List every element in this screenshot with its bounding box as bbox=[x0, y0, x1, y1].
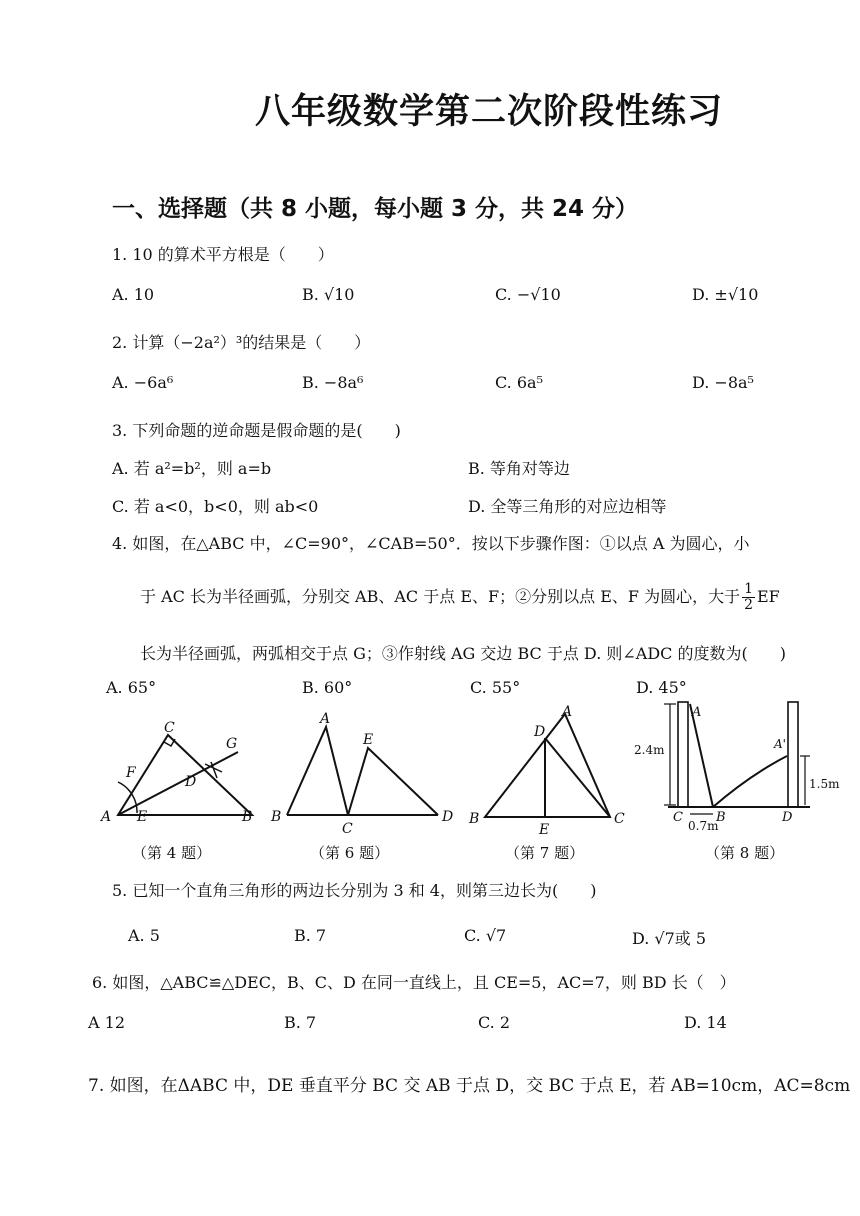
q4-line2 bbox=[140, 582, 780, 613]
q4-line1: 4. 如图，在△ABC 中，∠C=90°，∠CAB=50°．按以下步骤作图：①以点 A 为圆心，小 bbox=[112, 534, 750, 553]
fig7-label-d: D bbox=[534, 724, 546, 740]
fig6-triangle-dec bbox=[348, 748, 438, 815]
q4-line3: 长为半径画弧，两弧相交于点 G；③作射线 AG 交边 BC 于点 D. 则∠ADC 的度数为( ) bbox=[140, 644, 786, 663]
fig8-label-d: D bbox=[782, 810, 793, 825]
fig4-label-g: G bbox=[226, 736, 238, 752]
q3-option-c: C. 若 a<0，b<0，则 ab<0 bbox=[112, 497, 319, 516]
fig8-width: 0.7m bbox=[688, 819, 719, 833]
q3-stem: 3. 下列命题的逆命题是假命题的是( ) bbox=[112, 421, 401, 440]
q6-option-a: A 12 bbox=[88, 1013, 125, 1032]
fig8-height-left: 2.4m bbox=[634, 743, 665, 757]
q5-option-c: C. √7 bbox=[464, 926, 507, 945]
fig6-triangle-abc bbox=[287, 727, 348, 815]
fig7-label-e: E bbox=[539, 822, 550, 838]
q4-option-d: D. 45° bbox=[636, 678, 687, 697]
q2-option-d: D. −8a⁵ bbox=[692, 373, 754, 392]
q4-fraction-den: 2 bbox=[744, 597, 753, 613]
figures-row bbox=[0, 690, 860, 840]
caption-fig4: （第 4 题） bbox=[132, 844, 212, 862]
fig6-label-c: C bbox=[342, 821, 353, 837]
q3-option-b: B. 等角对等边 bbox=[468, 459, 570, 478]
q1-option-a: A. 10 bbox=[112, 285, 155, 304]
fig7-label-a: A bbox=[562, 704, 573, 720]
q1-option-c: C. −√10 bbox=[495, 285, 561, 304]
fig8-label-a-prime: A' bbox=[774, 737, 786, 751]
figure-6 bbox=[270, 711, 453, 837]
fig7-label-b: B bbox=[469, 811, 480, 827]
q4-option-a: A. 65° bbox=[106, 678, 157, 697]
q4-option-b: B. 60° bbox=[302, 678, 353, 697]
q1-stem: 1. 10 的算术平方根是（ ） bbox=[112, 245, 334, 264]
fig8-left-wall bbox=[678, 702, 688, 807]
fig8-height-right: 1.5m bbox=[809, 777, 840, 791]
fig8-label-b: B bbox=[716, 810, 726, 825]
q1-option-d: D. ±√10 bbox=[692, 285, 759, 304]
fig7-segment-dc bbox=[545, 738, 610, 817]
fig4-label-f: F bbox=[126, 765, 136, 781]
figure-8 bbox=[634, 702, 840, 833]
fig4-label-d: D bbox=[185, 774, 197, 790]
fig4-label-b: B bbox=[242, 809, 253, 825]
fig8-ladder-a2b bbox=[713, 756, 787, 807]
fig6-label-d: D bbox=[442, 809, 454, 825]
q5-option-d: D. √7或 5 bbox=[632, 929, 707, 948]
fig7-triangle bbox=[485, 714, 610, 817]
q4-fraction-num: 1 bbox=[744, 581, 753, 597]
fig4-arc bbox=[118, 782, 137, 813]
fig8-right-wall bbox=[788, 702, 798, 807]
q2-option-a: A. −6a⁶ bbox=[112, 373, 174, 392]
q2-option-b: B. −8a⁶ bbox=[302, 373, 364, 392]
q5-option-b: B. 7 bbox=[294, 926, 327, 945]
q5-stem: 5. 已知一个直角三角形的两边长分别为 3 和 4，则第三边长为( ) bbox=[112, 881, 597, 900]
q4-line2-ef: EF bbox=[757, 587, 780, 606]
q5-option-a: A. 5 bbox=[128, 926, 160, 945]
fig8-label-a: A bbox=[692, 705, 702, 720]
fig7-label-c: C bbox=[614, 811, 625, 827]
figure-7 bbox=[468, 704, 625, 838]
q2-stem: 2. 计算（−2a²）³的结果是（ ） bbox=[112, 333, 371, 352]
q4-fraction bbox=[742, 582, 755, 613]
figure-4 bbox=[99, 720, 252, 825]
q6-stem: 6. 如图，△ABC≌△DEC，B、C、D 在同一直线上，且 CE=5，AC=7，则 BD 长（ ） bbox=[92, 973, 736, 992]
q6-option-b: B. 7 bbox=[284, 1013, 317, 1032]
fig6-label-b: B bbox=[271, 809, 282, 825]
fig6-label-a: A bbox=[320, 711, 331, 727]
q6-option-c: C. 2 bbox=[478, 1013, 511, 1032]
caption-fig8: （第 8 题） bbox=[705, 844, 785, 862]
fig4-label-c: C bbox=[164, 720, 175, 736]
q4-option-c: C. 55° bbox=[470, 678, 521, 697]
q3-option-d: D. 全等三角形的对应边相等 bbox=[468, 497, 667, 516]
fig4-label-a: A bbox=[101, 809, 112, 825]
q6-option-d: D. 14 bbox=[684, 1013, 727, 1032]
caption-fig6: （第 6 题） bbox=[310, 844, 390, 862]
page-title: 八年级数学第二次阶段性练习 bbox=[255, 92, 724, 132]
q1-option-b: B. √10 bbox=[302, 285, 355, 304]
fig4-label-e: E bbox=[137, 809, 148, 825]
q2-option-c: C. 6a⁵ bbox=[495, 373, 543, 392]
section-title: 一、选择题（共 8 小题，每小题 3 分，共 24 分） bbox=[112, 196, 639, 222]
fig6-label-e: E bbox=[363, 732, 374, 748]
q3-option-a: A. 若 a²=b²，则 a=b bbox=[112, 459, 272, 478]
q4-line2-text: 于 AC 长为半径画弧，分别交 AB、AC 于点 E、F；②分别以点 E、F 为圆心，大于 bbox=[140, 587, 741, 606]
caption-fig7: （第 7 题） bbox=[505, 844, 585, 862]
q7-stem: 7. 如图，在ΔABC 中，DE 垂直平分 BC 交 AB 于点 D，交 BC 于点 E，若 AB=10cm，AC=8cm bbox=[88, 1076, 851, 1096]
fig8-label-c: C bbox=[673, 810, 683, 825]
